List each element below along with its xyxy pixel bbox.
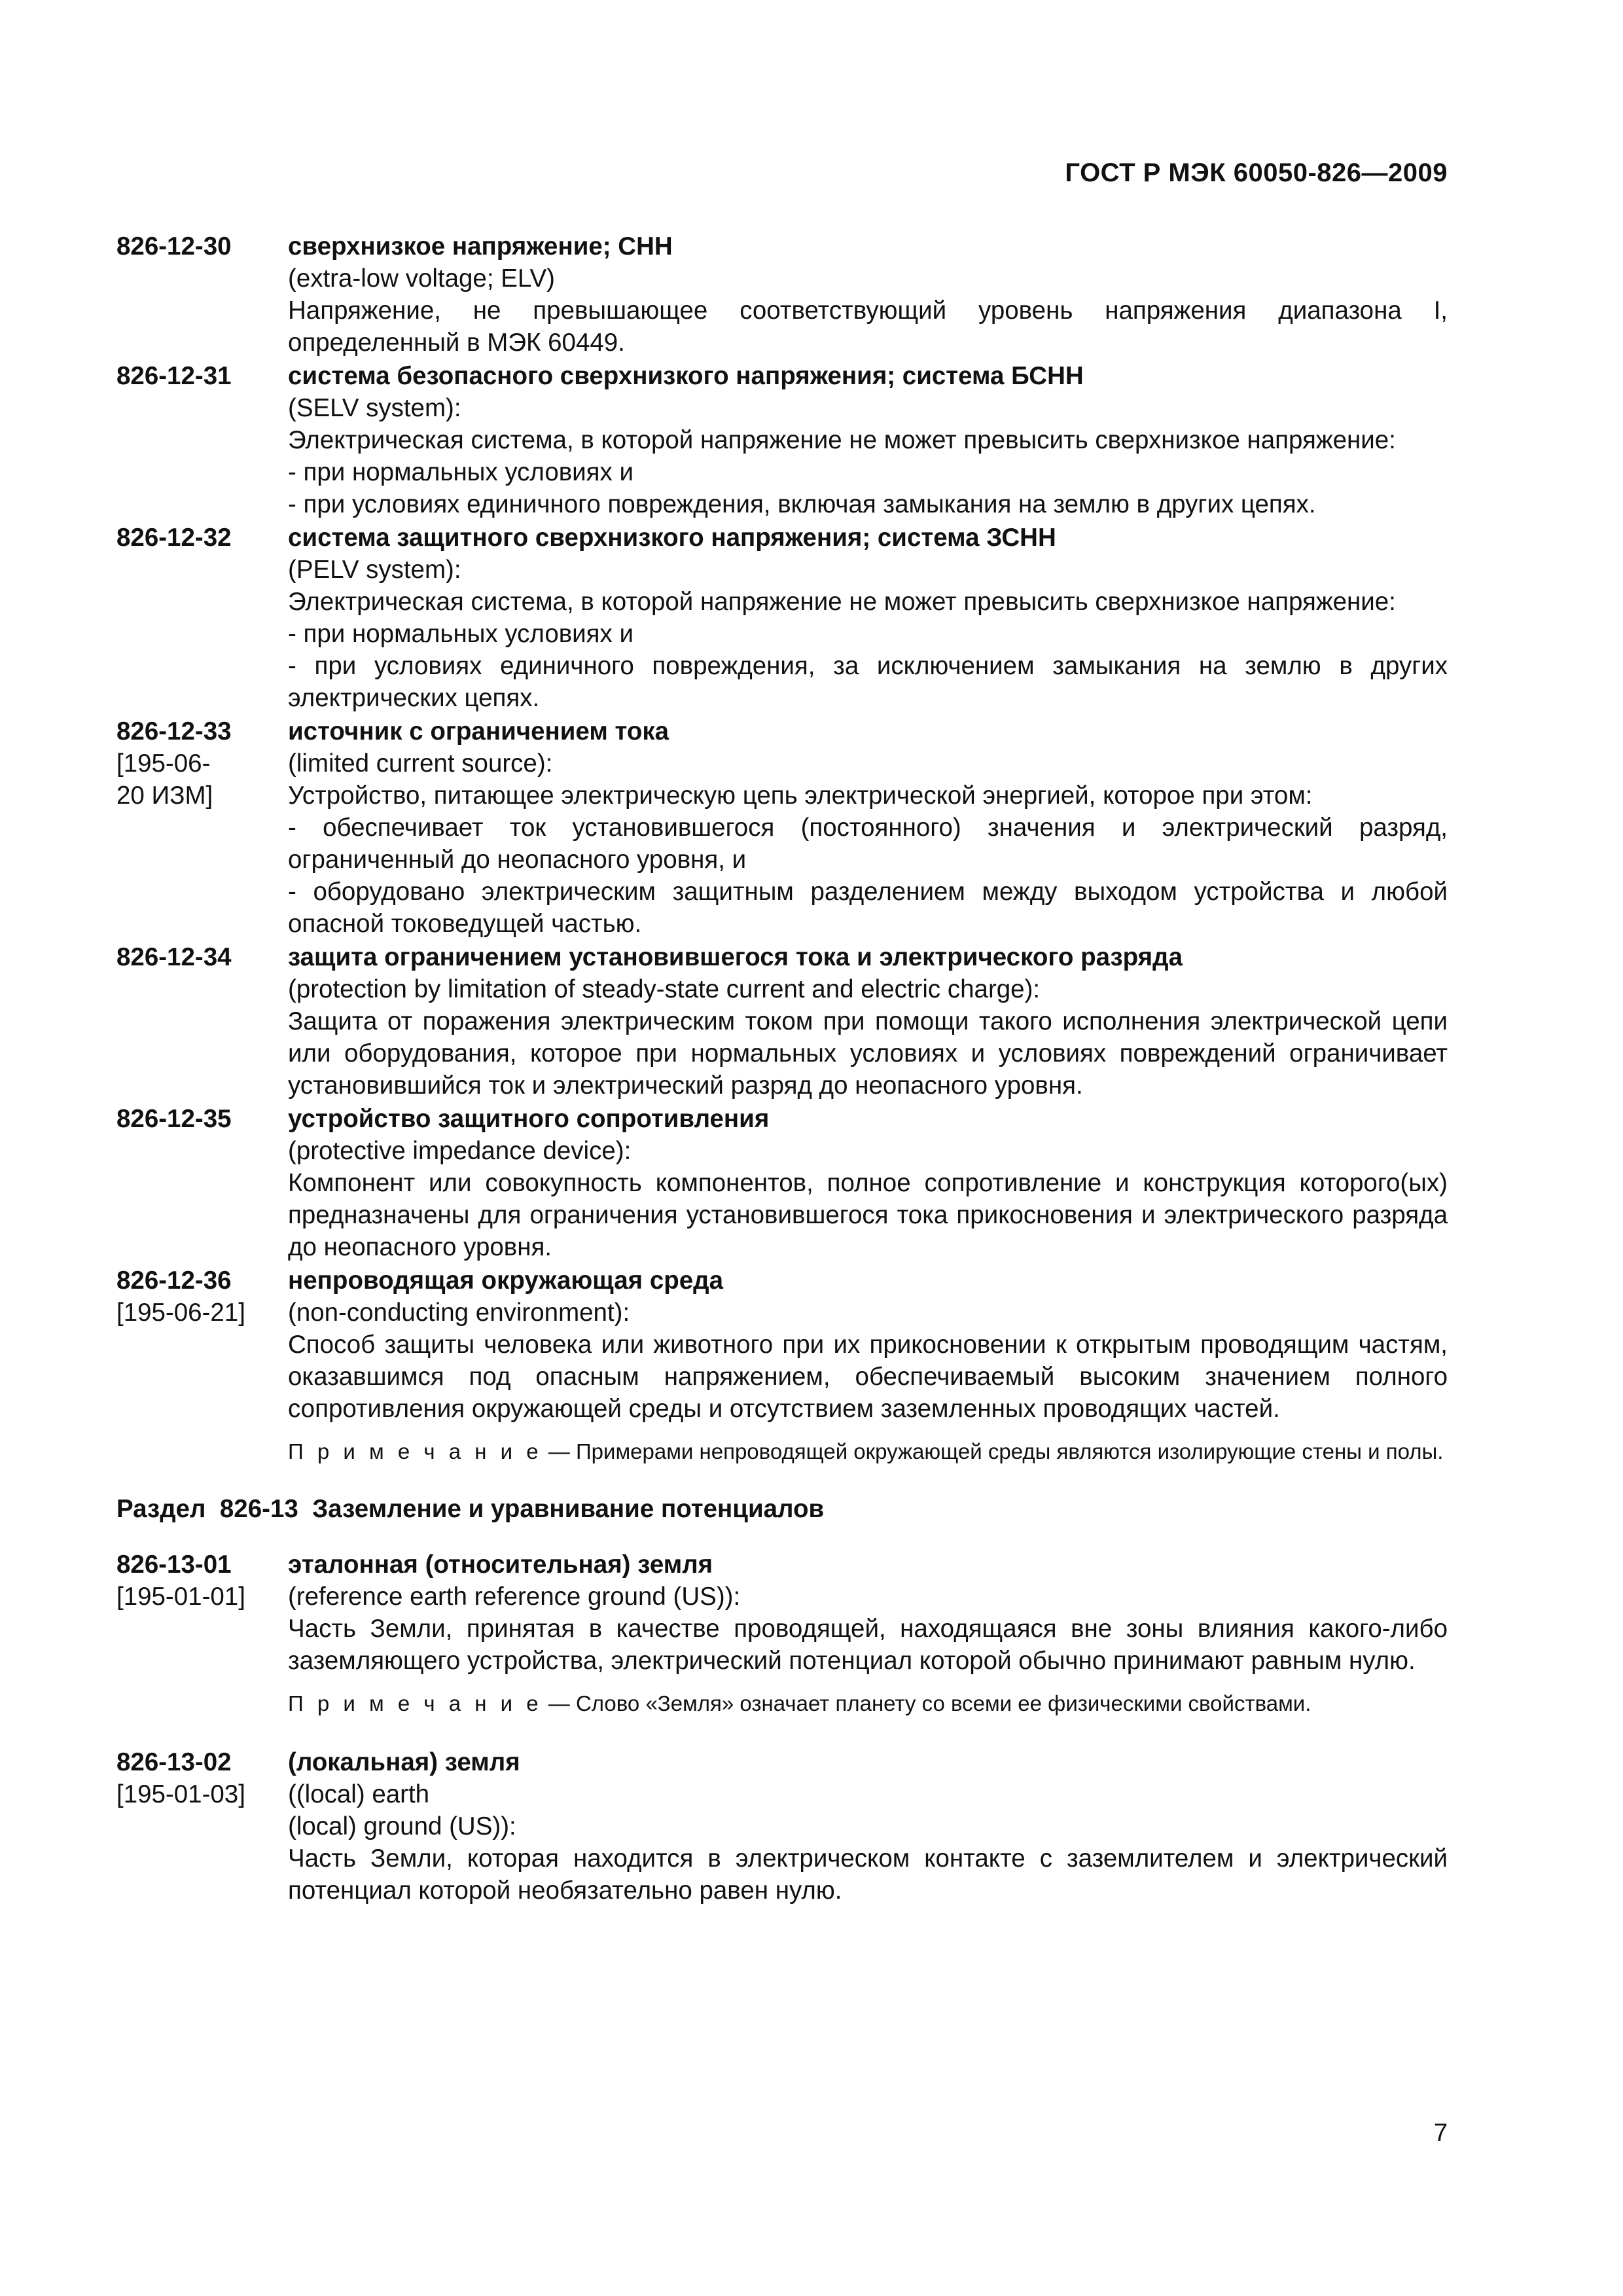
- entry-definition: Электрическая система, в которой напряжение не может превысить сверхнизкое напряжение:: [288, 588, 1396, 616]
- entry-code-column: [116, 522, 288, 714]
- entry-reference: [195-01-01]: [116, 1583, 245, 1611]
- entry-code-column: [116, 941, 288, 1102]
- term-entry: [116, 1265, 1448, 1476]
- entry-english: (extra-low voltage; ELV): [288, 264, 555, 293]
- entry-reference: [195-06-20 ИЗМ]: [116, 749, 213, 810]
- entry-code: 826-13-02: [116, 1748, 232, 1776]
- entry-list-item: - обеспечивает ток установившегося (постоянного) значения и электрический разряд, ограниченный до неопасного уровня, и: [288, 814, 1448, 874]
- entry-code: 826-13-01: [116, 1551, 232, 1579]
- entry-english: (PELV system):: [288, 556, 461, 584]
- entry-body: [288, 941, 1448, 1102]
- term-entry: [116, 360, 1448, 520]
- entry-definition: Компонент или совокупность компонентов, полное сопротивление и конструкция которого(ых) предназначены для ограничения установившегося тока прикосновения и электрического разряда до неопасного уровня.: [288, 1169, 1448, 1261]
- entry-code: 826-12-30: [116, 232, 232, 260]
- entry-note: [288, 1689, 1448, 1719]
- entry-code-column: [116, 1265, 288, 1476]
- entry-code-column: [116, 230, 288, 359]
- entry-english: (local) ground (US)):: [288, 1812, 516, 1840]
- entry-term: источник с ограничением тока: [288, 717, 669, 745]
- entry-code: 826-12-33: [116, 717, 232, 745]
- page-number: 7: [1433, 2119, 1448, 2147]
- entry-definition: Часть Земли, которая находится в электрическом контакте с заземлителем и электрический потенциал которой необязательно равен нулю.: [288, 1844, 1448, 1905]
- entry-definition: Способ защиты человека или животного при их прикосновении к открытым проводящим частям, оказавшимся под опасным напряжением, обеспечиваемый высоким значением полного сопротивления окружающей среды и отсутствием заземленных проводящих частей.: [288, 1331, 1448, 1423]
- entry-body: [288, 1746, 1448, 1907]
- term-entry: [116, 715, 1448, 940]
- entry-term: устройство защитного сопротивления: [288, 1105, 770, 1133]
- entry-code-column: [116, 360, 288, 520]
- document-body: [116, 230, 1448, 1908]
- entry-definition: Устройство, питающее электрическую цепь электрической энергией, которое при этом:: [288, 781, 1313, 810]
- entry-list-item: - при нормальных условиях и: [288, 620, 633, 648]
- entry-reference: [195-01-03]: [116, 1780, 245, 1808]
- entry-body: [288, 715, 1448, 940]
- term-entry: [116, 941, 1448, 1102]
- term-entry: [116, 1746, 1448, 1907]
- entry-code: 826-12-32: [116, 524, 232, 552]
- entry-english: ((local) earth: [288, 1780, 430, 1808]
- entry-list-item: - при условиях единичного повреждения, за исключением замыкания на землю в других электрических цепях.: [288, 652, 1448, 712]
- section-heading: Раздел 826-13 Заземление и уравнивание потенциалов: [116, 1495, 825, 1523]
- term-entry: [116, 230, 1448, 359]
- entry-list-item: - при нормальных условиях и: [288, 458, 633, 486]
- entry-definition: Часть Земли, принятая в качестве проводящей, находящаяся вне зоны влияния какого-либо заземляющего устройства, электрический потенциал которой обычно принимают равным нулю.: [288, 1615, 1448, 1675]
- entry-term: система безопасного сверхнизкого напряжения; система БСНН: [288, 362, 1084, 390]
- entry-body: [288, 230, 1448, 359]
- entry-body: [288, 360, 1448, 520]
- entry-body: [288, 1549, 1448, 1728]
- entry-list-item: - оборудовано электрическим защитным разделением между выходом устройства и любой опасной токоведущей частью.: [288, 878, 1448, 938]
- entry-code: 826-12-36: [116, 1266, 232, 1295]
- note-label: П р и м е ч а н и е: [288, 1439, 543, 1463]
- entry-english: (protection by limitation of steady-state current and electric charge):: [288, 975, 1041, 1003]
- entry-definition: Напряжение, не превышающее соответствующий уровень напряжения диапазона I, определенный в МЭК 60449.: [288, 296, 1448, 357]
- term-entry: [116, 1103, 1448, 1263]
- entry-body: [288, 1103, 1448, 1263]
- document-header: ГОСТ Р МЭК 60050-826—2009: [1065, 158, 1448, 187]
- entry-english: (protective impedance device):: [288, 1137, 632, 1165]
- entry-code-column: [116, 1103, 288, 1263]
- note-text: — Слово «Земля» означает планету со всеми ее физическими свойствами.: [548, 1691, 1311, 1715]
- entry-body: [288, 522, 1448, 714]
- entry-code: 826-12-35: [116, 1105, 232, 1133]
- entry-english: (SELV system):: [288, 394, 461, 422]
- entry-reference: [195-06-21]: [116, 1299, 245, 1327]
- entry-definition: Защита от поражения электрическим током при помощи такого исполнения электрической цепи или оборудования, которое при нормальных условиях и условиях повреждений ограничивает установившийся ток и электрический разряд до неопасного уровня.: [288, 1007, 1448, 1100]
- term-entry: [116, 522, 1448, 714]
- entry-code: 826-12-31: [116, 362, 232, 390]
- entry-code-column: [116, 1746, 288, 1907]
- entry-list-item: - при условиях единичного повреждения, включая замыкания на землю в других цепях.: [288, 490, 1316, 518]
- entry-body: [288, 1265, 1448, 1476]
- entry-code-column: [116, 1549, 288, 1728]
- entry-code: 826-12-34: [116, 943, 232, 971]
- note-text: — Примерами непроводящей окружающей среды являются изолирующие стены и полы.: [548, 1439, 1444, 1463]
- entry-term: непроводящая окружающая среда: [288, 1266, 724, 1295]
- entry-english: (reference earth reference ground (US)):: [288, 1583, 741, 1611]
- entry-term: (локальная) земля: [288, 1748, 520, 1776]
- entry-english: (limited current source):: [288, 749, 553, 778]
- entry-term: система защитного сверхнизкого напряжения; система ЗСНН: [288, 524, 1056, 552]
- entry-code-column: [116, 715, 288, 940]
- note-label: П р и м е ч а н и е: [288, 1691, 543, 1715]
- entry-english: (non-conducting environment):: [288, 1299, 630, 1327]
- entry-term: защита ограничением установившегося тока и электрического разряда: [288, 943, 1183, 971]
- entry-definition: Электрическая система, в которой напряжение не может превысить сверхнизкое напряжение:: [288, 426, 1396, 454]
- entry-term: эталонная (относительная) земля: [288, 1551, 713, 1579]
- entry-note: [288, 1437, 1448, 1467]
- entry-term: сверхнизкое напряжение; СНН: [288, 232, 673, 260]
- term-entry: [116, 1549, 1448, 1728]
